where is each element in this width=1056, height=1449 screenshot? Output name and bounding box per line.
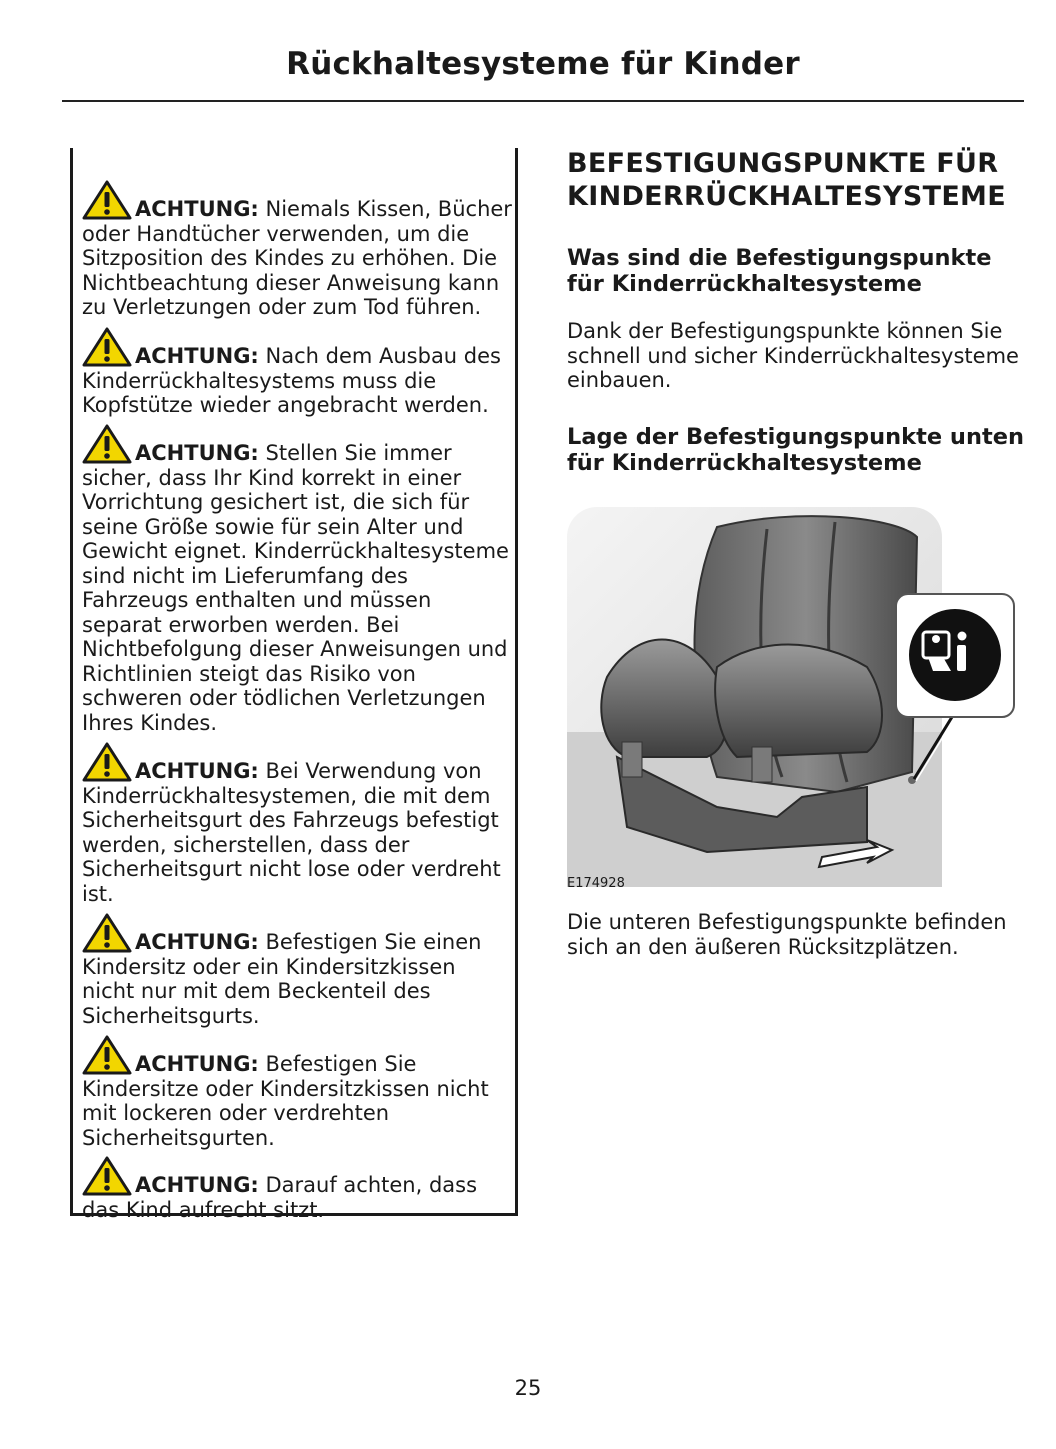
warning-label: ACHTUNG: <box>135 1173 259 1197</box>
title-divider <box>62 100 1024 102</box>
isofix-child-seat-icon <box>909 609 1001 701</box>
warning-text: Niemals Kissen, Bücher oder Handtücher verwenden, um die Sitzposition des Kindes zu erhöhen. Die Nichtbeachtung dieser Anweisung kann zu Verletzungen oder zum Tod führen. <box>82 197 512 319</box>
warning-triangle-icon <box>82 742 132 782</box>
warning-4 <box>82 742 512 906</box>
subheading-location: Lage der Befestigungspunkte unten für Kinderrückhaltesysteme <box>567 424 1024 476</box>
paragraph-location: Die unteren Befestigungspunkte befinden sich an den äußeren Rücksitzplätzen. <box>567 910 1007 959</box>
warning-label: ACHTUNG: <box>135 930 259 954</box>
warning-triangle-icon <box>82 1035 132 1075</box>
warning-label: ACHTUNG: <box>135 1052 259 1076</box>
warning-triangle-icon <box>82 424 132 464</box>
warning-1 <box>82 180 512 320</box>
warning-label: ACHTUNG: <box>135 759 259 783</box>
right-side-bolster <box>715 645 882 758</box>
warning-label: ACHTUNG: <box>135 197 259 221</box>
subheading-what: Was sind die Befestigungspunkte für Kinderrückhaltesysteme <box>567 245 992 297</box>
page-title: Rückhaltesysteme für Kinder <box>286 46 800 82</box>
warning-text: Nach dem Ausbau des Kinderrückhaltesystems muss die Kopfstütze wieder angebracht werden. <box>82 344 501 417</box>
warning-triangle-icon <box>82 1156 132 1196</box>
warning-7 <box>82 1156 512 1222</box>
anchor-location-figure <box>567 507 1017 893</box>
warning-label: ACHTUNG: <box>135 441 259 465</box>
warning-triangle-icon <box>82 180 132 220</box>
warning-triangle-icon <box>82 913 132 953</box>
warning-3 <box>82 424 512 735</box>
warning-text: Befestigen Sie einen Kindersitz oder ein Kindersitzkissen nicht nur mit dem Beckenteil des Sicherheitsgurts. <box>82 930 482 1028</box>
warning-label: ACHTUNG: <box>135 344 259 368</box>
warning-text: Befestigen Sie Kindersitze oder Kindersitzkissen nicht mit lockeren oder verdrehten Sicherheitsgurten. <box>82 1052 489 1150</box>
warning-6 <box>82 1035 512 1150</box>
page-number: 25 <box>514 1376 542 1400</box>
section-heading: BEFESTIGUNGSPUNKTE FÜR KINDERRÜCKHALTESYSTEME <box>567 148 1006 212</box>
figure-code: E174928 <box>567 876 625 891</box>
warning-text: Stellen Sie immer sicher, dass Ihr Kind korrekt in einer Vorrichtung gesichert ist, die sich für seine Größe sowie für sein Alter und Gewicht eignet. Kinderrückhaltesysteme sind nicht im Lieferumfang des Fahrzeugs enthalten und müssen separat erworben werden. Bei Nichtbefolgung dieser Anweisungen und Richtlinien steigt das Risiko von schweren oder tödlichen Verletzungen Ihres Kindes. <box>82 441 509 735</box>
warning-text: Bei Verwendung von Kinderrückhaltesystemen, die mit dem Sicherheitsgurt des Fahrzeugs befestigt werden, sicherstellen, dass der Sicherheitsgurt nicht lose oder verdreht ist. <box>82 759 501 906</box>
warning-5 <box>82 913 512 1028</box>
paragraph-intro: Dank der Befestigungspunkte können Sie schnell und sicher Kinderrückhaltesysteme einbauen. <box>567 319 1019 392</box>
warning-2 <box>82 327 512 418</box>
warning-text: Darauf achten, dass das Kind aufrecht sitzt. <box>82 1173 478 1222</box>
warning-triangle-icon <box>82 327 132 367</box>
